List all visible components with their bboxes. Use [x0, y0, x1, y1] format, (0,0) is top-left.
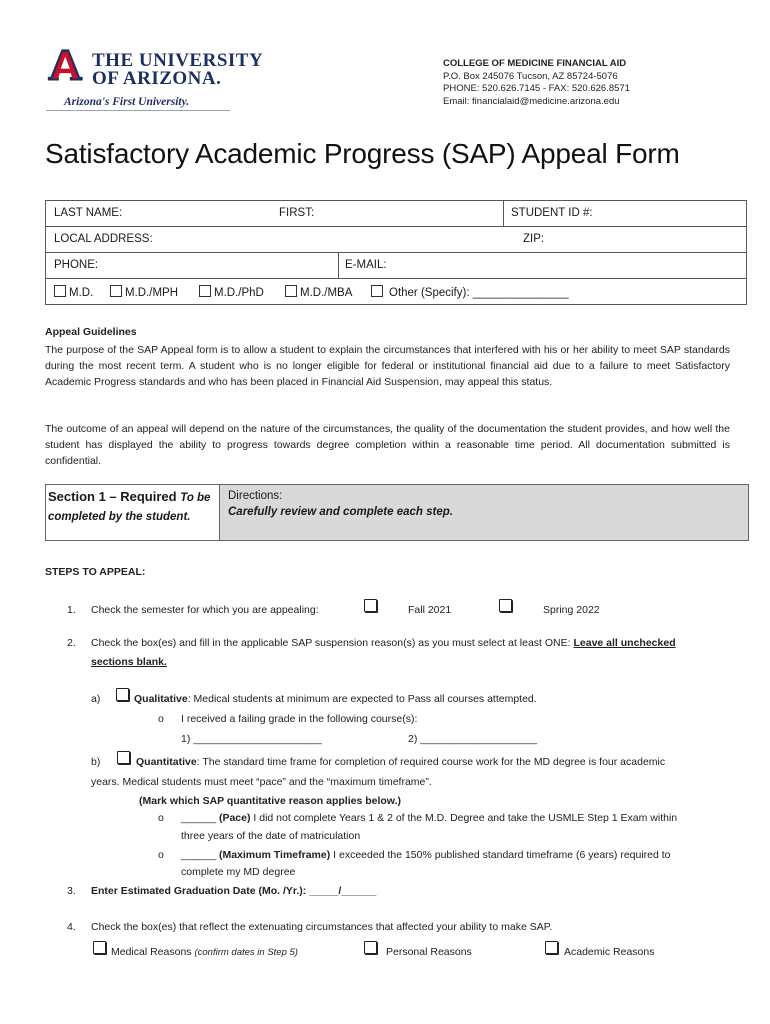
info-row-program	[46, 278, 746, 304]
first-name-field[interactable]: FIRST:	[279, 207, 315, 219]
contact-phone-fax: PHONE: 520.626.7145 - FAX: 520.626.8571	[443, 83, 630, 94]
section-1-title: Section 1 – Required To be completed by the student.	[48, 489, 211, 523]
academic-reasons-checkbox[interactable]	[545, 941, 558, 954]
logo-line-1: THE UNIVERSITY	[92, 50, 264, 71]
fall-2021-label: Fall 2021	[408, 604, 452, 616]
student-id-field[interactable]: STUDENT ID #:	[511, 207, 593, 219]
option-b-label: b)	[91, 756, 101, 768]
guidelines-heading: Appeal Guidelines	[45, 326, 137, 338]
step-4-text: Check the box(es) that reflect the extenuating circumstances that affected your ability to make SAP.	[91, 921, 553, 933]
section-1-directions	[228, 488, 453, 520]
max-timeframe-option-cont: complete my MD degree	[181, 866, 296, 878]
academic-reasons-label: Academic Reasons	[564, 946, 655, 958]
info-row-contact	[46, 252, 746, 278]
divider	[338, 253, 339, 278]
pace-option-cont: three years of the date of matriculation	[181, 830, 361, 842]
quantitative-text: Quantitative: The standard time frame for completion of required course work for the MD degree is four academic	[136, 756, 666, 768]
step-4-number: 4.	[67, 921, 76, 933]
zip-field[interactable]: ZIP:	[523, 233, 545, 245]
local-address-field[interactable]: LOCAL ADDRESS:	[54, 233, 153, 245]
guidelines-paragraph-1: The purpose of the SAP Appeal form is to allow a student to explain the circumstances that interfered with his or her ability to meet SAP standards during the most recent term. A student who is no longer eligible for federal or institutional financial aid due to a failure to meet Satisfactory Academic Progress standards and who has been placed in Financial Aid Suspension, may appeal this status.	[45, 344, 730, 388]
step-1-text: Check the semester for which you are appealing:	[91, 604, 319, 616]
bullet: o	[158, 713, 164, 725]
section-1-box	[45, 484, 749, 541]
logo-line-2: OF ARIZONA.	[92, 68, 222, 89]
checkbox[interactable]	[199, 285, 211, 297]
logo-tagline: Arizona's First University.	[64, 96, 190, 108]
bullet: o	[158, 812, 164, 824]
steps-heading: STEPS TO APPEAL:	[45, 566, 146, 578]
contact-email: Email: financialaid@medicine.arizona.edu	[443, 95, 620, 107]
guidelines-paragraph-2: The outcome of an appeal will depend on the nature of the circumstances, the quality of the documentation the student provides, and how well the student has displayed the ability to progress towards degree completion within a reasonable time period. All documentation submitted is confidential.	[45, 423, 730, 467]
program-option[interactable]: M.D./MPH	[110, 285, 178, 299]
step-2-number: 2.	[67, 637, 76, 649]
qualitative-text: Qualitative: Medical students at minimum are expected to Pass all courses attempted.	[134, 693, 537, 705]
page-title: Satisfactory Academic Progress (SAP) Appeal Form	[45, 138, 680, 169]
email-field[interactable]: E-MAIL:	[345, 259, 387, 271]
last-name-field[interactable]: LAST NAME:	[54, 207, 123, 219]
step-1-number: 1.	[67, 604, 76, 616]
qualitative-checkbox[interactable]	[116, 688, 129, 701]
spring-2022-label: Spring 2022	[543, 604, 600, 616]
section-1-title-cell	[46, 485, 220, 540]
checkbox[interactable]	[371, 285, 383, 297]
phone-field[interactable]: PHONE:	[54, 259, 99, 271]
step-2-text-cont: sections blank.	[91, 656, 167, 668]
max-timeframe-option[interactable]: ______ (Maximum Timeframe) I exceeded the 150% published standard timeframe (6 years) required to	[181, 849, 671, 861]
step-2-text: Check the box(es) and fill in the applicable SAP suspension reason(s) as you must select at least ONE: Leave all unchecked	[91, 637, 676, 649]
medical-reasons-checkbox[interactable]	[93, 941, 106, 954]
spring-2022-checkbox[interactable]	[499, 599, 512, 612]
quantitative-checkbox[interactable]	[117, 751, 130, 764]
university-logo-a-icon	[46, 44, 90, 84]
info-row-address	[46, 226, 746, 252]
program-option[interactable]: M.D./PhD	[199, 285, 264, 299]
checkbox[interactable]	[54, 285, 66, 297]
quantitative-text-cont: years. Medical students must meet “pace” and the “maximum timeframe”.	[91, 776, 432, 788]
course-blank-1[interactable]: 1) ______________________	[181, 733, 322, 745]
personal-reasons-checkbox[interactable]	[364, 941, 377, 954]
contact-address: P.O. Box 245076 Tucson, AZ 85724-5076	[443, 70, 618, 82]
bullet: o	[158, 849, 164, 861]
divider	[503, 201, 504, 226]
directions-label: Directions:	[228, 490, 283, 502]
program-option[interactable]: M.D.	[54, 285, 93, 299]
info-row-name	[46, 201, 746, 226]
option-a-label: a)	[91, 693, 101, 705]
fall-2021-checkbox[interactable]	[364, 599, 377, 612]
directions-text: Carefully review and complete each step.	[228, 506, 453, 518]
program-option-other[interactable]: Other (Specify): _______________	[371, 285, 569, 299]
contact-block	[443, 58, 630, 108]
graduation-date-field[interactable]: Enter Estimated Graduation Date (Mo. /Yr.): _____/______	[91, 885, 377, 897]
logo-divider	[46, 110, 230, 111]
checkbox[interactable]	[285, 285, 297, 297]
pace-option[interactable]: ______ (Pace) I did not complete Years 1 & 2 of the M.D. Degree and take the USMLE Step 1 Exam within	[181, 812, 678, 824]
quantitative-instructions: (Mark which SAP quantitative reason applies below.)	[139, 795, 401, 807]
student-info-table	[45, 200, 747, 305]
checkbox[interactable]	[110, 285, 122, 297]
contact-org: COLLEGE OF MEDICINE FINANCIAL AID	[443, 58, 627, 69]
course-blank-2[interactable]: 2) ____________________	[408, 733, 538, 745]
program-option[interactable]: M.D./MBA	[285, 285, 352, 299]
personal-reasons-label: Personal Reasons	[386, 946, 472, 958]
failing-grade-text: I received a failing grade in the following course(s):	[181, 713, 418, 725]
step-3-number: 3.	[67, 885, 76, 897]
medical-reasons-label: Medical Reasons (confirm dates in Step 5)	[111, 946, 298, 958]
